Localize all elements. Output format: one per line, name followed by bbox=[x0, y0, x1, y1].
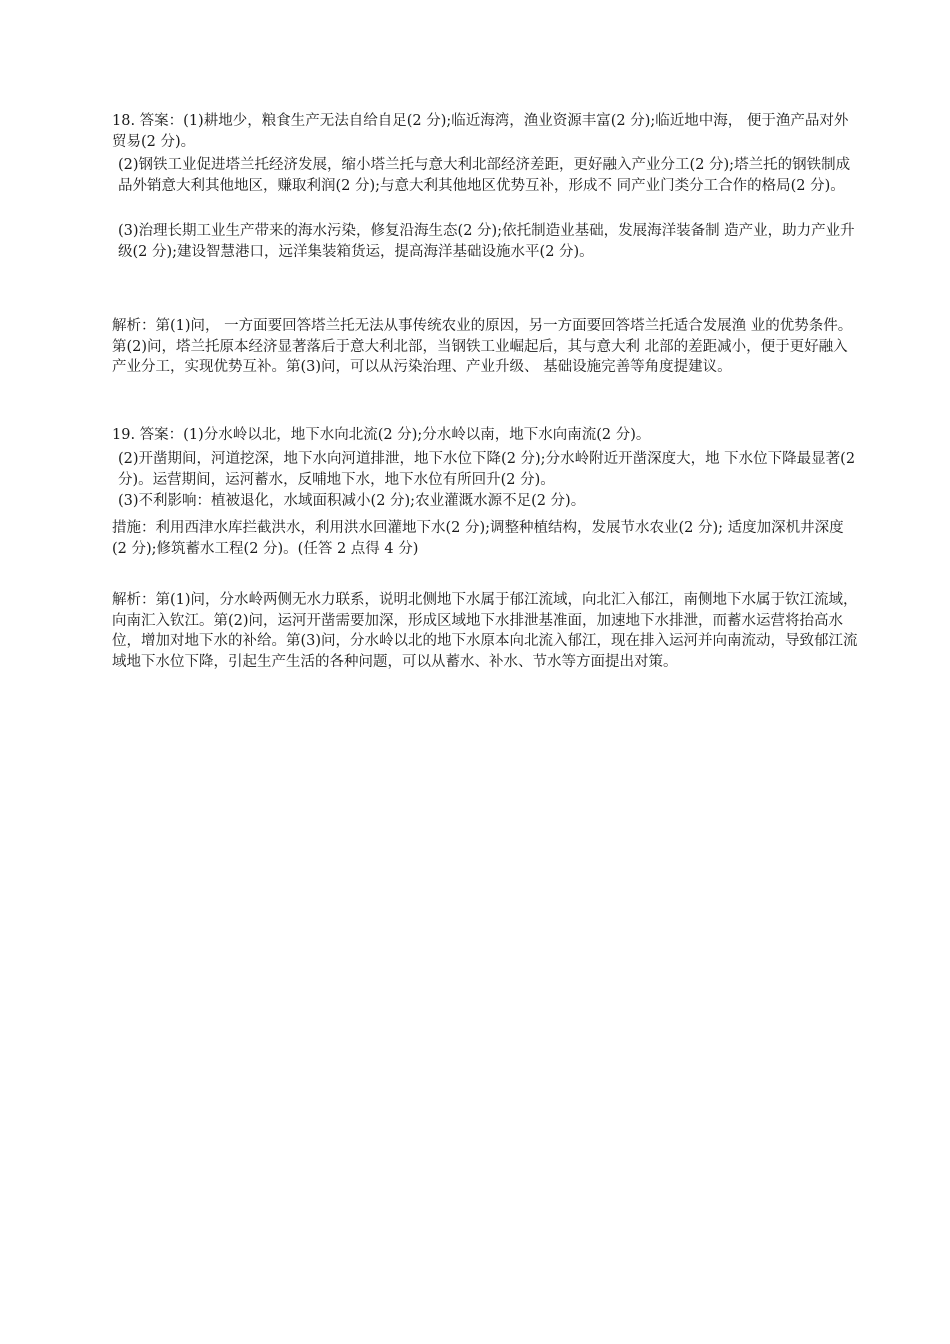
q18-answer-part2: (2)钢铁工业促进塔兰托经济发展，缩小塔兰托与意大利北部经济差距，更好融入产业分工(2 分);塔兰托的钢铁制成品外销意大利其他地区，赚取利润(2 分);与意大利其他地区优势互补，形成不 同产业门类分工合作的格局(2 分)。 bbox=[118, 157, 851, 194]
q18-answer-part3: (3)治理长期工业生产带来的海水污染，修复沿海生态(2 分);依托制造业基础，发展海洋装备制 造产业，助力产业升级(2 分);建设智慧港口，远洋集装箱货运，提高海洋基础设施水平(2 分)。 bbox=[118, 223, 855, 260]
q19-answer-part2: (2)开凿期间，河道挖深，地下水向河道排泄，地下水位下降(2 分);分水岭附近开凿深度大，地 下水位下降最显著(2 分)。运营期间，运河蓄水，反哺地下水，地下水位有所回升(2 分)。 bbox=[118, 451, 856, 488]
q18-answer-part1: 18. 答案：(1)耕地少，粮食生产无法自给自足(2 分);临近海湾，渔业资源丰富(2 分);临近地中海， 便于渔产品对外贸易(2 分)。 bbox=[112, 113, 849, 150]
q19-answer-part1: 19. 答案：(1)分水岭以北，地下水向北流(2 分);分水岭以南，地下水向南流(2 分)。 bbox=[112, 427, 651, 443]
q19-measures: 措施：利用西津水库拦截洪水，利用洪水回灌地下水(2 分);调整种植结构，发展节水农业(2 分); 适度加深机井深度(2 分);修筑蓄水工程(2 分)。(任答 2 点得 4 分) bbox=[112, 520, 844, 557]
q18-analysis: 解析：第(1)问， 一方面要回答塔兰托无法从事传统农业的原因，另一方面要回答塔兰托适合发展渔 业的优势条件。第(2)问，塔兰托原本经济显著落后于意大利北部，当钢铁工业崛起后，其与意大利 北部的差距减小，便于更好融入产业分工，实现优势互补。第(3)问，可以从污染治理、产业升级、 基础设施完善等角度提建议。 bbox=[112, 318, 853, 375]
q19-analysis: 解析：第(1)问，分水岭两侧无水力联系，说明北侧地下水属于郁江流域，向北汇入郁江，南侧地下水属于钦江流域，向南汇入钦江。第(2)问，运河开凿需要加深，形成区域地下水排泄基准面，加速地下水排泄，而蓄水运营将抬高水位，增加对地下水的补给。第(3)问，分水岭以北的地下水原本向北流入郁江，现在排入运河并向南流动，导致郁江流域地下水位下降，引起生产生活的各种问题，可以从蓄水、补水、节水等方面提出对策。 bbox=[112, 592, 858, 670]
q19-answer-part3: (3)不利影响：植被退化，水域面积减小(2 分);农业灌溉水源不足(2 分)。 bbox=[118, 493, 586, 509]
